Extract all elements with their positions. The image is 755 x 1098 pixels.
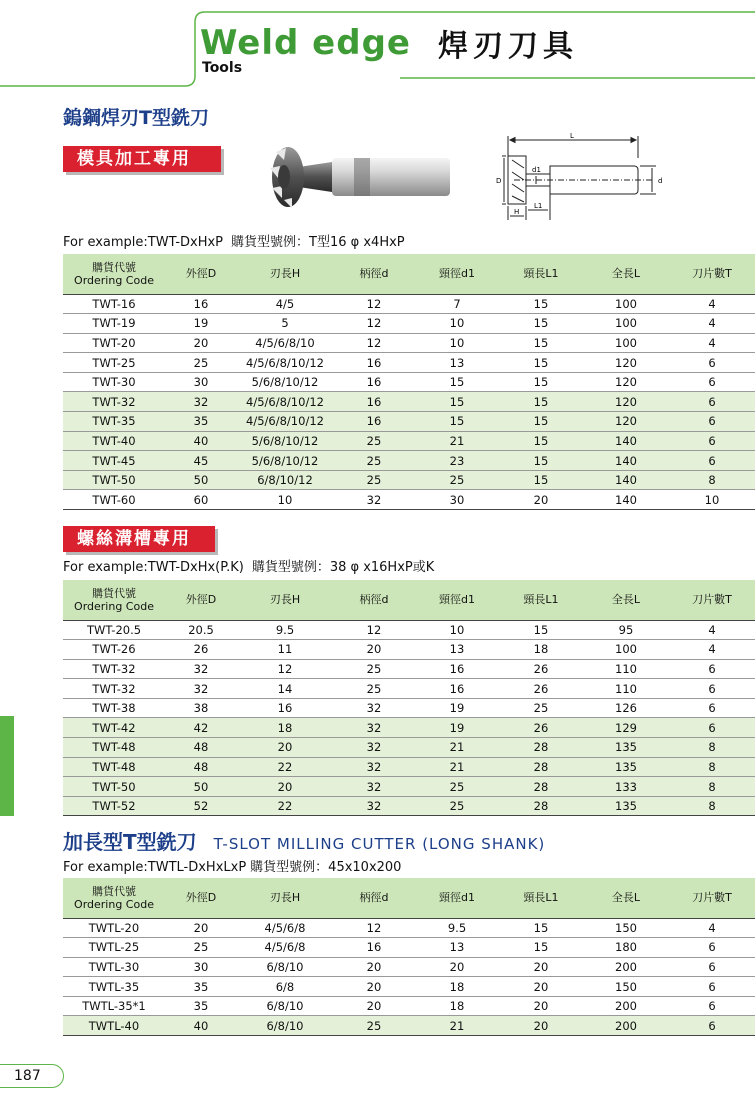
table-cell: 4/5/6/8/10/12 [237, 412, 333, 432]
table-cell: 20 [165, 333, 237, 353]
table-cell: 32 [333, 796, 415, 816]
table-cell: 6/8/10 [237, 957, 333, 977]
table-cell: 6 [669, 957, 755, 977]
table-cell: 25 [165, 353, 237, 373]
table-cell: 32 [333, 698, 415, 718]
column-header: 刃長H [237, 254, 333, 294]
table-cell: 22 [237, 796, 333, 816]
table-cell: 6 [669, 451, 755, 471]
table-cell: 20 [499, 977, 583, 997]
table-cell: 13 [415, 353, 499, 373]
brand-title-chinese: 焊刃刀具 [438, 29, 578, 64]
table-cell: 135 [583, 757, 669, 777]
table-cell: 20 [237, 777, 333, 797]
table-row [63, 757, 755, 777]
table-cell: 50 [165, 777, 237, 797]
table-cell: 12 [333, 294, 415, 314]
table-cell: 10 [415, 314, 499, 334]
table-cell: 120 [583, 412, 669, 432]
table-cell: 11 [237, 640, 333, 660]
table-cell: 25 [165, 938, 237, 958]
table-cell: 9.5 [237, 620, 333, 640]
table-cell: TWT-25 [63, 353, 165, 373]
table-cell: 25 [333, 659, 415, 679]
table-cell: 4 [669, 314, 755, 334]
table-cell: TWT-60 [63, 490, 165, 510]
table-cell: 20 [333, 640, 415, 660]
table-cell: 35 [165, 996, 237, 1016]
column-header: 柄徑d [333, 580, 415, 620]
table-cell: 6 [669, 1016, 755, 1036]
table-cell: 8 [669, 796, 755, 816]
table-cell: 25 [333, 431, 415, 451]
table-cell: 15 [499, 294, 583, 314]
table-cell: TWTL-30 [63, 957, 165, 977]
table-cell: 4 [669, 918, 755, 938]
table-cell: 110 [583, 679, 669, 699]
table-cell: 15 [499, 333, 583, 353]
spec-table-3 [63, 878, 755, 1036]
column-header: 購貨代號 Ordering Code [63, 878, 165, 918]
spec-table-1 [63, 254, 755, 510]
table-cell: 6/8/10 [237, 996, 333, 1016]
table-cell: 25 [333, 1016, 415, 1036]
table-cell: TWT-45 [63, 451, 165, 471]
table-cell: 25 [415, 777, 499, 797]
table-cell: 15 [415, 412, 499, 432]
table-cell: 100 [583, 333, 669, 353]
column-header: 購貨代號 Ordering Code [63, 580, 165, 620]
table-cell: 40 [165, 431, 237, 451]
table-cell: 9.5 [415, 918, 499, 938]
table-row [63, 372, 755, 392]
table-cell: 6 [669, 431, 755, 451]
section3-example [63, 860, 401, 876]
table-cell: TWTL-20 [63, 918, 165, 938]
table-row [63, 431, 755, 451]
section3-title-cn: 加長型T型銑刀 [63, 830, 197, 854]
table-cell: 25 [499, 698, 583, 718]
table-cell: 5 [237, 314, 333, 334]
table-cell: 19 [165, 314, 237, 334]
table-cell: TWT-48 [63, 738, 165, 758]
table-row [63, 977, 755, 997]
table-cell: 20 [333, 957, 415, 977]
table-cell: 100 [583, 314, 669, 334]
table-cell: 16 [333, 392, 415, 412]
column-header: 頸長L1 [499, 580, 583, 620]
column-header: 全長L [583, 878, 669, 918]
table-cell: TWT-40 [63, 431, 165, 451]
table-cell: 19 [415, 698, 499, 718]
table-row [63, 620, 755, 640]
section1-example-en: For example:TWT-DxHxP [63, 235, 224, 250]
table-cell: 15 [499, 918, 583, 938]
table-cell: 4 [669, 294, 755, 314]
column-header: 外徑D [165, 580, 237, 620]
table-cell: 38 [165, 698, 237, 718]
table-cell: 26 [499, 659, 583, 679]
table-cell: 200 [583, 957, 669, 977]
table-cell: 48 [165, 757, 237, 777]
table-cell: 28 [499, 777, 583, 797]
table-cell: 32 [165, 659, 237, 679]
table-cell: 32 [333, 757, 415, 777]
table-row [63, 698, 755, 718]
table-cell: 21 [415, 757, 499, 777]
table-cell: 42 [165, 718, 237, 738]
table-cell: 4/5/6/8/10/12 [237, 353, 333, 373]
table-cell: 4 [669, 640, 755, 660]
table-cell: 28 [499, 738, 583, 758]
table-cell: 21 [415, 1016, 499, 1036]
table-cell: 8 [669, 777, 755, 797]
column-header: 刀片數T [669, 254, 755, 294]
table-cell: 26 [499, 679, 583, 699]
table-cell: 20 [333, 977, 415, 997]
table-row [63, 353, 755, 373]
table-cell: 15 [499, 412, 583, 432]
table-cell: 50 [165, 470, 237, 490]
column-header: 購貨代號 Ordering Code [63, 254, 165, 294]
table-cell: 7 [415, 294, 499, 314]
table-row [63, 333, 755, 353]
table-cell: TWT-52 [63, 796, 165, 816]
table-cell: 10 [415, 333, 499, 353]
table-cell: 100 [583, 294, 669, 314]
column-header: 頸徑d1 [415, 254, 499, 294]
table-cell: TWTL-40 [63, 1016, 165, 1036]
table-row [63, 659, 755, 679]
column-header: 全長L [583, 254, 669, 294]
table-cell: 32 [333, 777, 415, 797]
table-cell: 20 [499, 490, 583, 510]
spec-table-2 [63, 580, 755, 816]
table-cell: 133 [583, 777, 669, 797]
table-cell: 10 [237, 490, 333, 510]
table-cell: 129 [583, 718, 669, 738]
table-cell: 35 [165, 977, 237, 997]
column-header: 頸長L1 [499, 878, 583, 918]
table-cell: 25 [333, 470, 415, 490]
table-cell: 95 [583, 620, 669, 640]
table-cell: 16 [333, 353, 415, 373]
table-row [63, 412, 755, 432]
section2-example-cn: 購貨型號例：38 φ x16HxP或K [251, 560, 435, 575]
table-cell: 5/6/8/10/12 [237, 431, 333, 451]
table-cell: 4/5/6/8 [237, 918, 333, 938]
table-cell: 23 [415, 451, 499, 471]
table-cell: 4/5/6/8/10 [237, 333, 333, 353]
table-cell: 110 [583, 659, 669, 679]
column-header: 全長L [583, 580, 669, 620]
section1-label: 模具加工專用 [63, 146, 221, 172]
table-cell: 20 [333, 996, 415, 1016]
table-cell: 32 [333, 718, 415, 738]
table-cell: TWTL-35 [63, 977, 165, 997]
brand-subtitle: Tools [202, 60, 243, 76]
table-cell: 5/6/8/10/12 [237, 451, 333, 471]
table-cell: 48 [165, 738, 237, 758]
table-cell: 15 [499, 451, 583, 471]
table-row [63, 1016, 755, 1036]
table-cell: 180 [583, 938, 669, 958]
table-cell: 20 [499, 1016, 583, 1036]
section1-example-cn: 購貨型號例：T型16 φ x4HxP [231, 235, 405, 250]
table-cell: TWT-26 [63, 640, 165, 660]
table-cell: 15 [415, 392, 499, 412]
table-cell: 12 [333, 314, 415, 334]
table-cell: 6 [669, 412, 755, 432]
column-header: 柄徑d [333, 254, 415, 294]
table-cell: 6 [669, 372, 755, 392]
section1-example [63, 235, 405, 251]
dimension-diagram [470, 130, 670, 222]
table-cell: 20.5 [165, 620, 237, 640]
table-cell: 12 [333, 333, 415, 353]
table-cell: 32 [333, 490, 415, 510]
table-cell: 4 [669, 620, 755, 640]
column-header: 柄徑d [333, 878, 415, 918]
section1-title: 鎢鋼焊刃T型銑刀 [63, 107, 209, 129]
table-cell: 6 [669, 996, 755, 1016]
page-number: 187 [0, 1064, 64, 1088]
diagram-label-L: L [570, 132, 574, 140]
section3-example-en: For example:TWTL-DxHxLxP [63, 860, 247, 875]
table-cell: 15 [499, 431, 583, 451]
table-cell: 12 [333, 620, 415, 640]
table-cell: 35 [165, 412, 237, 432]
table-row [63, 392, 755, 412]
t-slot-cutter-photo [262, 138, 462, 214]
table-cell: 8 [669, 470, 755, 490]
table-cell: 26 [499, 718, 583, 738]
table-cell: 26 [165, 640, 237, 660]
section3-example-cn: 購貨型號例：45x10x200 [250, 860, 402, 875]
table-cell: 15 [499, 620, 583, 640]
section2-label: 螺絲溝槽專用 [63, 526, 215, 552]
table-cell: TWT-16 [63, 294, 165, 314]
table-cell: 120 [583, 372, 669, 392]
table-cell: 12 [333, 918, 415, 938]
table-cell: 30 [165, 957, 237, 977]
table-cell: 5/6/8/10/12 [237, 372, 333, 392]
table-cell: 18 [499, 640, 583, 660]
table-cell: 21 [415, 431, 499, 451]
table-cell: 22 [237, 757, 333, 777]
table-cell: 15 [415, 372, 499, 392]
table-cell: 6 [669, 718, 755, 738]
column-header: 頸徑d1 [415, 878, 499, 918]
table-cell: TWT-20.5 [63, 620, 165, 640]
diagram-label-D: D [496, 177, 502, 185]
table-cell: 40 [165, 1016, 237, 1036]
table-cell: TWT-35 [63, 412, 165, 432]
table-cell: 45 [165, 451, 237, 471]
table-cell: 18 [415, 996, 499, 1016]
column-header: 外徑D [165, 878, 237, 918]
table-cell: 30 [165, 372, 237, 392]
brand-title: Weld edge [200, 23, 411, 63]
table-cell: 20 [237, 738, 333, 758]
table-cell: 30 [415, 490, 499, 510]
table-cell: TWT-42 [63, 718, 165, 738]
table-cell: 32 [165, 679, 237, 699]
table-cell: 20 [415, 957, 499, 977]
table-cell: 15 [499, 314, 583, 334]
table-cell: TWT-32 [63, 679, 165, 699]
table-cell: 8 [669, 738, 755, 758]
table-cell: 126 [583, 698, 669, 718]
table-cell: 28 [499, 757, 583, 777]
diagram-label-d1: d1 [532, 166, 541, 174]
table-cell: 32 [165, 392, 237, 412]
table-cell: 25 [333, 679, 415, 699]
table-cell: 10 [415, 620, 499, 640]
table-cell: 6 [669, 977, 755, 997]
table-cell: 200 [583, 996, 669, 1016]
table-cell: 52 [165, 796, 237, 816]
table-row [63, 938, 755, 958]
table-cell: TWTL-35*1 [63, 996, 165, 1016]
table-cell: 60 [165, 490, 237, 510]
table-cell: 20 [499, 996, 583, 1016]
table-cell: 16 [333, 372, 415, 392]
table-cell: 25 [415, 796, 499, 816]
table-cell: 120 [583, 392, 669, 412]
section2-example [63, 560, 434, 576]
table-cell: TWT-48 [63, 757, 165, 777]
table-cell: 4/5/6/8 [237, 938, 333, 958]
table-cell: TWTL-25 [63, 938, 165, 958]
table-cell: 100 [583, 640, 669, 660]
column-header: 刃長H [237, 580, 333, 620]
column-header: 外徑D [165, 254, 237, 294]
table-cell: TWT-30 [63, 372, 165, 392]
table-cell: 12 [237, 659, 333, 679]
table-cell: 15 [499, 353, 583, 373]
table-row [63, 679, 755, 699]
table-cell: 8 [669, 757, 755, 777]
column-header: 刀片數T [669, 878, 755, 918]
table-cell: TWT-32 [63, 659, 165, 679]
table-cell: 6/8 [237, 977, 333, 997]
table-cell: 18 [237, 718, 333, 738]
table-cell: TWT-19 [63, 314, 165, 334]
table-cell: 135 [583, 738, 669, 758]
table-cell: 16 [333, 412, 415, 432]
table-cell: 16 [237, 698, 333, 718]
table-row [63, 314, 755, 334]
table-row [63, 796, 755, 816]
table-cell: 4/5 [237, 294, 333, 314]
table-cell: 21 [415, 738, 499, 758]
table-cell: 13 [415, 640, 499, 660]
table-cell: 15 [499, 392, 583, 412]
table-cell: 6 [669, 938, 755, 958]
table-cell: 140 [583, 451, 669, 471]
table-cell: 120 [583, 353, 669, 373]
table-row [63, 640, 755, 660]
table-row [63, 451, 755, 471]
table-cell: TWT-20 [63, 333, 165, 353]
table-cell: 16 [415, 679, 499, 699]
table-cell: TWT-50 [63, 470, 165, 490]
section3-title [63, 830, 545, 856]
table-cell: 140 [583, 470, 669, 490]
table-cell: 15 [499, 372, 583, 392]
section3-title-en: T-SLOT MILLING CUTTER (LONG SHANK) [213, 835, 546, 853]
column-header: 刃長H [237, 878, 333, 918]
table-cell: 150 [583, 918, 669, 938]
table-cell: 200 [583, 1016, 669, 1036]
table-cell: 19 [415, 718, 499, 738]
section2-example-en: For example:TWT-DxHx(P.K) [63, 560, 244, 575]
table-row [63, 918, 755, 938]
table-cell: 28 [499, 796, 583, 816]
diagram-label-d: d [658, 177, 663, 185]
table-cell: 6 [669, 698, 755, 718]
table-cell: TWT-50 [63, 777, 165, 797]
table-cell: 32 [333, 738, 415, 758]
table-cell: 14 [237, 679, 333, 699]
table-cell: 6 [669, 353, 755, 373]
table-row [63, 738, 755, 758]
table-cell: 20 [499, 957, 583, 977]
table-cell: 4 [669, 333, 755, 353]
table-cell: 135 [583, 796, 669, 816]
table-cell: 6 [669, 392, 755, 412]
table-row [63, 718, 755, 738]
table-cell: 6 [669, 679, 755, 699]
table-row [63, 996, 755, 1016]
table-cell: 20 [165, 918, 237, 938]
table-cell: 13 [415, 938, 499, 958]
side-tab [0, 716, 14, 816]
table-cell: 6 [669, 659, 755, 679]
table-cell: 140 [583, 431, 669, 451]
column-header: 頸長L1 [499, 254, 583, 294]
table-cell: 15 [499, 470, 583, 490]
table-row [63, 294, 755, 314]
table-cell: 140 [583, 490, 669, 510]
table-cell: 16 [165, 294, 237, 314]
diagram-label-L1: L1 [534, 202, 543, 210]
table-row [63, 957, 755, 977]
column-header: 刀片數T [669, 580, 755, 620]
table-row [63, 777, 755, 797]
table-cell: TWT-38 [63, 698, 165, 718]
table-cell: 6/8/10 [237, 1016, 333, 1036]
diagram-label-H: H [514, 208, 520, 216]
table-row [63, 490, 755, 510]
table-cell: 18 [415, 977, 499, 997]
table-row [63, 470, 755, 490]
table-cell: 150 [583, 977, 669, 997]
table-cell: 6/8/10/12 [237, 470, 333, 490]
table-cell: TWT-32 [63, 392, 165, 412]
table-cell: 10 [669, 490, 755, 510]
table-cell: 16 [333, 938, 415, 958]
table-cell: 25 [415, 470, 499, 490]
column-header: 頸徑d1 [415, 580, 499, 620]
table-cell: 25 [333, 451, 415, 471]
table-cell: 16 [415, 659, 499, 679]
table-cell: 4/5/6/8/10/12 [237, 392, 333, 412]
table-cell: 15 [499, 938, 583, 958]
